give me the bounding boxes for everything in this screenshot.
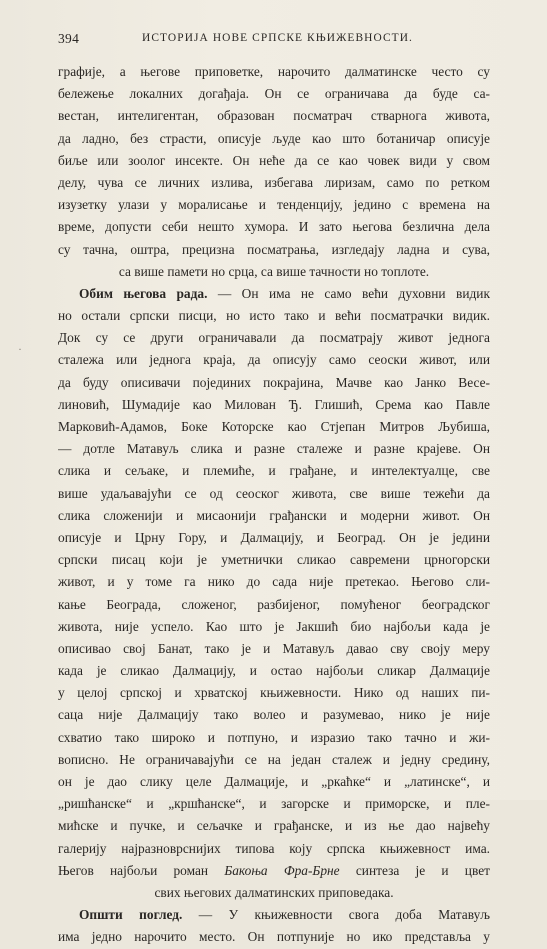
line-text: српски писац који је уметнички сликао савремени црногорски [58,552,490,568]
line-text: са више памети но срца, са више тачности но топлоте. [118,263,430,279]
line-text: биље или зоолог инсекте. Он неће да се као човек види у свом [58,152,490,168]
line-text: време, допусти себи нешто хумора. И зато његова безлична дела [58,219,490,235]
line-text: вестан, интелигентан, образован посматрач стварнога живота, [58,108,490,124]
text-line [58,438,490,460]
text-line [58,704,490,726]
text-line [58,660,490,682]
line-text: графије, а његове приповетке, нарочито далматинске често су [58,64,490,79]
text-line [58,505,490,527]
text-line [58,349,490,371]
line-text: схватио тако широко и потпуно, и изразио тако тачно и жи- [58,729,490,745]
text-line [58,793,490,815]
page-header [58,31,490,51]
text-line [58,261,490,283]
line-text: он је дао слику целе Далмације, и „ркаћке“ и „латинске“, и [58,774,490,789]
line-text: има једно нарочито место. Он потпуније но ико представља у [58,929,490,945]
text-line [58,815,490,837]
text-line [58,882,490,904]
text-line [58,594,490,616]
text-line [58,860,490,882]
text-line [58,327,490,349]
line-text: свих његових далматинских приповедака. [154,884,394,900]
line-text: описивао свој Банат, тако је и Матавуљ давао сву своју меру [58,640,490,656]
line-text: — дотле Матавуљ слика и разне сталеже и разне крајеве. Он [58,441,490,457]
line-text: синтеза је и цвет [339,862,490,878]
body-text [58,61,490,949]
line-text: слика сложенији и мисаонији грађански и модерни живот. Он [58,507,490,523]
line-text: слика и сељаке, и племиће, и грађане, и интелектуалце, све [58,463,490,479]
section-heading: Општи поглед. [79,907,183,923]
text-line [58,727,490,749]
line-text: вописно. Не ограничавајући се на један сталеж и једну средину, [58,751,490,767]
line-text: у целој српској и хрватској књижевности. Нико од наших пи- [58,685,490,701]
line-text: живот, и у томе га нико до сада није претекао. Његово сли- [58,574,490,590]
text-line [58,305,490,327]
line-text: но остали српски писци, но исто тако и већи посматрачки видик. [58,308,490,324]
book-title: Бакоња Фра-Брне [224,862,340,878]
text-line [58,105,490,127]
text-line [58,571,490,593]
text-line [58,172,490,194]
page-number: 394 [58,31,80,46]
text-line [58,83,490,105]
line-text: — У књижевности свога доба Матавуљ [182,907,490,923]
line-text: — Он има не само већи духовни видик [207,285,490,301]
text-line [58,460,490,482]
text-line [58,926,490,948]
line-text: бележење локалних догађаја. Он се ограничава да буде са- [58,86,490,102]
line-text: сталежа или једнога краја, да описују само сеоски живот, или [58,352,490,368]
line-text: да буду описивачи појединих покрајина, Мачве као Јанко Весе- [58,374,490,390]
line-text: Док су се други ограничавали да посматрају живот једнога [58,330,490,346]
line-text: су тачна, оштра, прецизна посматрања, изгледају ладна и сува, [58,241,490,257]
running-title: ИСТОРИЈА НОВЕ СРПСКЕ КЊИЖЕВНОСТИ. [142,32,413,44]
text-line [58,416,490,438]
text-line [58,838,490,860]
line-text: описује и Црну Гору, и Далмацију, и Београд. Он је једини [58,529,490,545]
line-text: више удаљавајући се од сеоског живота, све више тежећи да [58,485,490,501]
line-text: када је сликао Далмацију, и остао најбољи сликар Далмације [58,663,490,679]
section-heading-line [58,904,490,926]
text-line [58,150,490,172]
line-text: кање Београда, сложеног, разбијеног, помућеног београдског [58,596,490,612]
section-heading: Обим његова рада. [79,285,208,301]
line-text: делу, чува се личних излива, избегава лиризам, само по ретком [58,174,490,190]
line-text: Његов најбољи роман [58,862,225,878]
text-line [58,771,490,793]
text-line [58,194,490,216]
line-text: живота, није успело. Као што је Јакшић био најбољи када је [58,618,490,634]
text-line [58,527,490,549]
text-line [58,394,490,416]
margin-mark: · [18,342,22,356]
text-line [58,239,490,261]
text-line [58,372,490,394]
text-line [58,549,490,571]
line-text: саца није Далмацију тако волео и разумевао, нико је није [58,707,490,723]
text-line [58,483,490,505]
text-line [58,128,490,150]
text-line [58,749,490,771]
line-text: мићске и пучке, и сељачке и грађанске, и из ње дао највећу [58,818,490,834]
text-line [58,616,490,638]
line-text: да ладно, без страсти, описује људе као што ботаничар описује [58,130,490,146]
text-line [58,216,490,238]
text-line [58,61,490,83]
line-text: Марковић-Адамов, Боке Которске као Стјепан Митров Љубиша, [58,419,490,434]
text-line [58,682,490,704]
line-text: галерију најразноврснијих типова коју српска књижевност има. [58,840,490,856]
section-heading-line [58,283,490,305]
line-text: „ришћанске“ и „кршћанске“, и загорске и приморске, и пле- [58,796,490,812]
line-text: линовић, Шумадије као Милован Ђ. Глишић, Срема као Павле [58,396,490,412]
text-line [58,638,490,660]
line-text: изузетку улази у моралисање и тенденцију, једино с времена на [58,197,490,213]
